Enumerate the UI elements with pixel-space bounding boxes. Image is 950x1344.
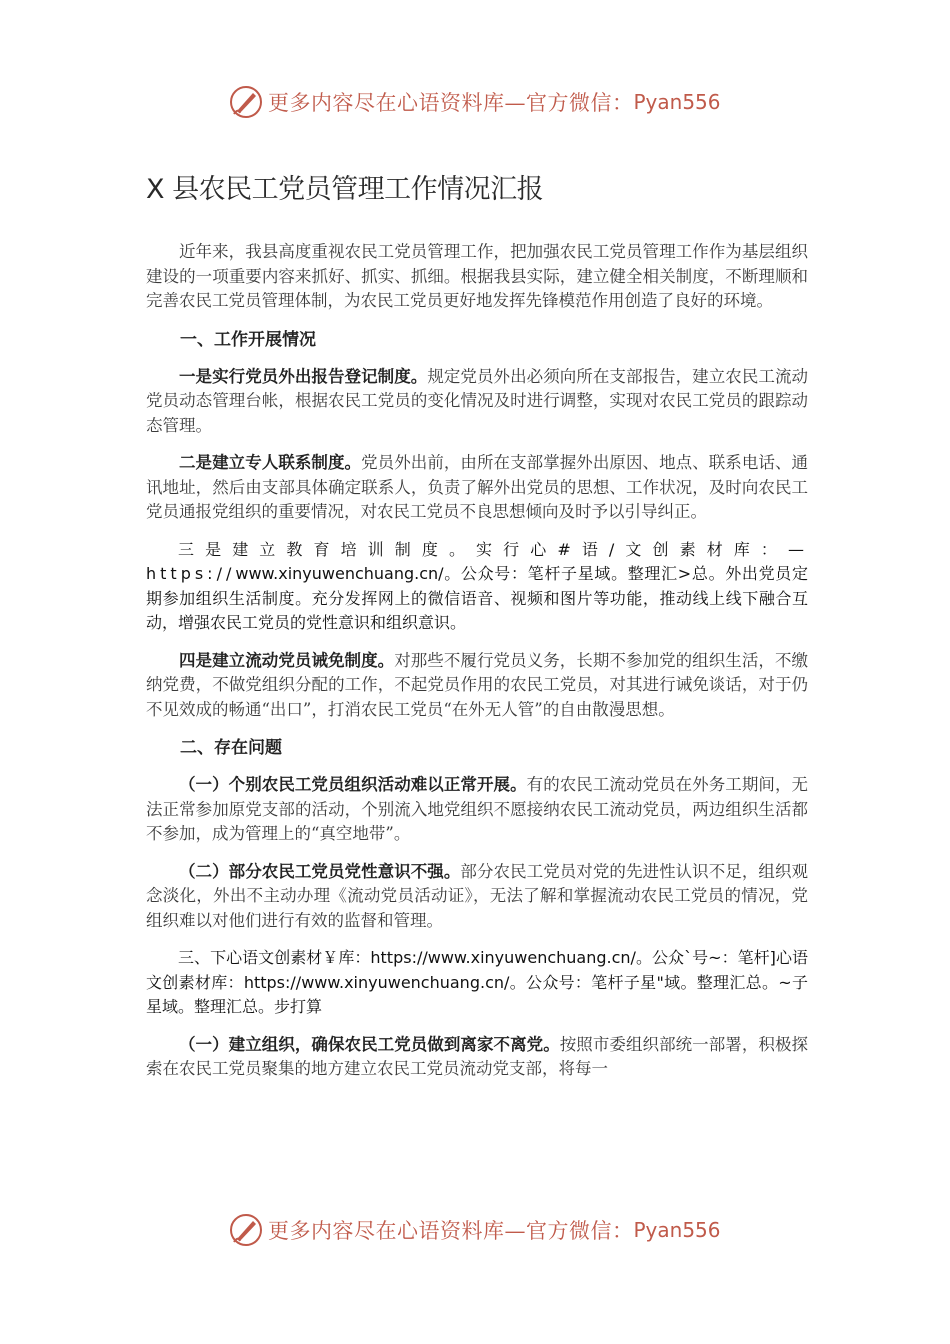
problem-1-lead: （一）个别农民工党员组织活动难以正常开展。 — [179, 775, 527, 794]
paragraph-item-1 — [146, 365, 808, 439]
banner-text: 更多内容尽在心语资料库—官方微信： — [268, 91, 634, 115]
banner-wechat-id: Pyan556 — [633, 1218, 721, 1242]
problem-2-lead: （二）部分农民工党员党性意识不强。 — [179, 861, 461, 881]
problem-1-body: 有的农民工流动党员在外务工期间，无法正常参加原党支部的活动，个别流入地党组织不愿接纳农民工流动党员，两边组织生活都不参加，成为管理上的“真空地带”。 — [146, 775, 809, 843]
paragraph-item-2 — [146, 451, 808, 525]
item-2-body: 党员外出前，由所在支部掌握外出原因、地点、联系电话、通讯地址，然后由支部具体确定联系人，负责了解外出党员的思想、工作状况，及时向农民工党员通报党组织的重要情况，对农民工党员不良思想倾向及时予以引导纠正。 — [146, 453, 809, 521]
paragraph-item-4 — [146, 649, 808, 723]
paragraph-item-3 — [146, 538, 808, 636]
paragraph-problem-1 — [146, 773, 808, 847]
intro-paragraph: 近年来，我县高度重视农民工党员管理工作，把加强农民工党员管理工作作为基层组织建设的一项重要内容来抓好、抓实、抓细。根据我县实际，建立健全相关制度，不断理顺和完善农民工党员管理体制，为农民工党员更好地发挥先锋模范作用创造了良好的环境。 — [146, 242, 808, 310]
section-heading-2: 二、存在问题 — [180, 738, 282, 758]
item-1-body: 规定党员外出必须向所在支部报告，建立农民工流动党员动态管理台帐，根据农民工党员的变化情况及时进行调整，实现对农民工党员的跟踪动态管理。 — [146, 366, 809, 435]
item-2-lead: 二是建立专人联系制度。 — [179, 453, 362, 472]
item-4-lead: 四是建立流动党员诫免制度。 — [179, 650, 395, 670]
footer-banner — [228, 1210, 748, 1250]
plan-1-body: 按照市委组织部统一部署，积极探索在农民工党员聚集的地方建立农民工党员流动党支部，将每一 — [146, 1034, 809, 1078]
section-heading-1: 一、工作开展情况 — [180, 329, 316, 350]
problem-2-body: 部分农民工党员对党的先进性认识不足，组织观念淡化，外出不主动办理《流动党员活动证》，无法了解和掌握流动农民工党员的情况，党组织难以对他们进行有效的监督和管理。 — [146, 861, 809, 930]
item-3-body: www.xinyuwenchuang.cn/。公众号：笔杆子星域。整理汇>总。外出党员定期参加组织生活制度。充分发挥网上的微信语音、视频和图片等功能，推动线上线下融合互动，增强农民工党员的党性意识和组织意识。 — [146, 564, 808, 632]
paragraph-section-3: 三、下心语文创素材￥库：https://www.xinyuwenchuang.cn/。公众`号~：笔杆]心语文创素材库：https://www.xinyuwenchuang.cn/。公众号：笔杆子星"域。整理汇总。~子星域。整理汇总。步打算 — [146, 948, 808, 1016]
banner-wechat-id: Pyan556 — [633, 90, 721, 114]
quill-logo-icon — [228, 1212, 264, 1248]
banner-text: 更多内容尽在心语资料库—官方微信： — [268, 1219, 634, 1243]
paragraph-plan-1 — [146, 1033, 808, 1082]
document-body — [146, 170, 808, 1095]
page-title: X 县农民工党员管理工作情况汇报 — [146, 174, 544, 205]
paragraph-problem-2 — [146, 860, 808, 934]
quill-logo-icon — [228, 84, 264, 120]
item-3-lead: 三是建立教育培训制度。实行心#语/文创素材库：—https:// — [146, 539, 808, 583]
header-banner — [228, 82, 748, 122]
item-1-lead: 一是实行党员外出报告登记制度。 — [179, 366, 428, 386]
item-4-body: 对那些不履行党员义务，长期不参加党的组织生活，不缴纳党费，不做党组织分配的工作，不起党员作用的农民工党员，对其进行诫免谈话，对于仍不见效成的畅通“出口”，打消农民工党员“在外无人管”的自由散漫思想。 — [146, 650, 809, 719]
plan-1-lead: （一）建立组织，确保农民工党员做到离家不离党。 — [179, 1034, 560, 1054]
